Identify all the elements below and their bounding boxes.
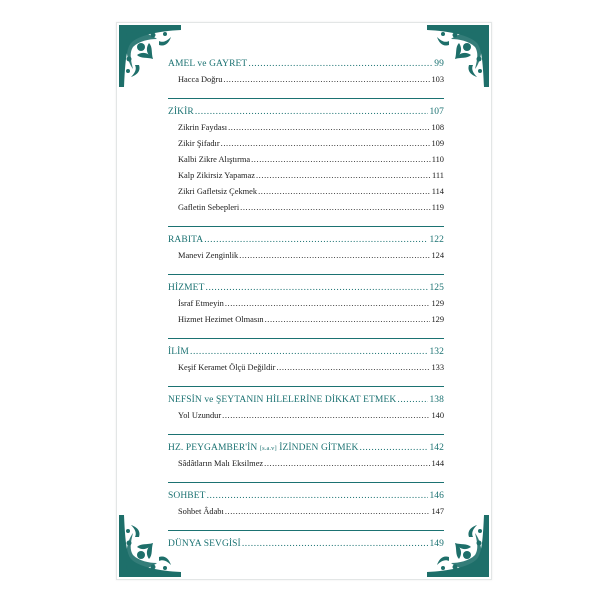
toc-entry-title: Zikir Şifadır: [178, 139, 220, 148]
toc-heading-title-honorific: [s.a.v]: [259, 445, 277, 452]
toc-entry-page: 129: [431, 299, 444, 308]
leader-dots: [242, 540, 429, 550]
toc-entry[interactable]: [168, 171, 444, 187]
toc-entry[interactable]: [168, 299, 444, 315]
toc-entry[interactable]: [168, 187, 444, 203]
toc-heading-title: İLİM: [168, 347, 189, 357]
leader-dots: [248, 60, 433, 70]
toc-heading-title: NEFSİN ve ŞEYTANIN HİLELERİNE DİKKAT ETMEK: [168, 395, 397, 405]
toc-heading[interactable]: [168, 347, 444, 363]
toc-entry[interactable]: [168, 155, 444, 171]
leader-dots: [256, 172, 431, 180]
toc-heading[interactable]: [168, 443, 444, 459]
toc-entry-page: 109: [431, 139, 444, 148]
toc-entry-page: 119: [431, 203, 444, 212]
toc-section: [168, 347, 444, 379]
toc-heading[interactable]: [168, 491, 444, 507]
toc-entry-title: Sâdâtların Malı Eksilmez: [178, 459, 264, 468]
toc-entry[interactable]: [168, 251, 444, 267]
toc-heading-page: 107: [429, 107, 444, 117]
toc-heading[interactable]: [168, 395, 444, 411]
leader-dots: [265, 316, 431, 324]
toc-heading-page: 122: [429, 235, 444, 245]
toc-entry-page: 108: [431, 123, 444, 132]
toc-section: [168, 395, 444, 427]
section-divider: [168, 226, 444, 227]
leader-dots: [251, 156, 431, 164]
toc-entry[interactable]: [168, 75, 444, 91]
toc-entry-page: 133: [431, 363, 444, 372]
leader-dots: [276, 364, 430, 372]
leader-dots: [264, 460, 430, 468]
section-divider: [168, 482, 444, 483]
toc-entry[interactable]: [168, 123, 444, 139]
leader-dots: [205, 284, 428, 294]
book-page: [116, 22, 492, 580]
leader-dots: [195, 108, 429, 118]
toc-entry-page: 144: [431, 459, 444, 468]
toc-section: [168, 59, 444, 91]
toc-heading[interactable]: [168, 107, 444, 123]
leader-dots: [240, 204, 431, 212]
toc-heading-page: 138: [429, 395, 444, 405]
toc-entry-title: Zikri Gafletsiz Çekmek: [178, 187, 258, 196]
toc-entry[interactable]: [168, 315, 444, 331]
leader-dots: [359, 444, 428, 454]
leader-dots: [239, 252, 430, 260]
toc-heading-page: 99: [434, 59, 444, 69]
toc-heading-title: SOHBET: [168, 491, 206, 501]
toc-heading[interactable]: [168, 59, 444, 75]
toc-entry-page: 129: [431, 315, 444, 324]
section-divider: [168, 434, 444, 435]
toc-entry-page: 124: [431, 251, 444, 260]
leader-dots: [258, 188, 431, 196]
leader-dots: [225, 300, 431, 308]
toc-heading[interactable]: [168, 283, 444, 299]
toc-entry[interactable]: [168, 507, 444, 523]
section-divider: [168, 386, 444, 387]
toc-heading-title: [168, 443, 358, 453]
toc-entry-page: 111: [432, 171, 444, 180]
toc-entry-title: Hizmet Hezimet Olmasın: [178, 315, 264, 324]
toc-heading-title: AMEL ve GAYRET: [168, 59, 248, 69]
toc-entry-title: Kalp Zikirsiz Yapamaz: [178, 171, 255, 180]
toc-heading-page: 146: [429, 491, 444, 501]
toc-entry[interactable]: [168, 363, 444, 379]
toc-section: [168, 235, 444, 267]
toc-entry-page: 140: [431, 411, 444, 420]
toc-entry[interactable]: [168, 203, 444, 219]
section-divider: [168, 338, 444, 339]
toc-entry-page: 114: [431, 187, 444, 196]
toc-heading[interactable]: [168, 539, 444, 555]
toc-entry-title: Zikrin Faydası: [178, 123, 228, 132]
leader-dots: [207, 492, 429, 502]
toc-heading-title: RABITA: [168, 235, 204, 245]
leader-dots: [397, 396, 428, 406]
toc-heading-title-part: HZ. PEYGAMBER'İN: [168, 443, 260, 453]
toc-heading-page: 142: [429, 443, 444, 453]
leader-dots: [222, 412, 430, 420]
toc-entry-title: Kalbi Zikre Alıştırma: [178, 155, 251, 164]
leader-dots: [228, 124, 430, 132]
toc-heading-title: DÜNYA SEVGİSİ: [168, 539, 241, 549]
toc-heading-title: ZİKİR: [168, 107, 194, 117]
toc-heading[interactable]: [168, 235, 444, 251]
toc-heading-title: HİZMET: [168, 283, 205, 293]
toc-entry[interactable]: [168, 411, 444, 427]
toc-entry-page: 147: [431, 507, 444, 516]
leader-dots: [190, 348, 428, 358]
toc-entry-page: 103: [431, 75, 444, 84]
section-divider: [168, 530, 444, 531]
toc-section: [168, 539, 444, 555]
toc-entry-title: Hacca Doğru: [178, 75, 223, 84]
leader-dots: [221, 140, 431, 148]
toc-entry-title: Manevi Zenginlik: [178, 251, 239, 260]
toc-entry-title: Sohbet Âdabı: [178, 507, 224, 516]
toc-entry-page: 110: [431, 155, 444, 164]
toc-section: [168, 107, 444, 219]
toc-section: [168, 283, 444, 331]
section-divider: [168, 274, 444, 275]
toc-entry[interactable]: [168, 459, 444, 475]
toc-heading-page: 149: [429, 539, 444, 549]
toc-entry-title: Keşif Keramet Ölçü Değildir: [178, 363, 276, 372]
leader-dots: [225, 508, 431, 516]
toc-heading-page: 125: [429, 283, 444, 293]
leader-dots: [204, 236, 428, 246]
table-of-contents: [168, 59, 444, 561]
toc-entry-title: Gafletin Sebepleri: [178, 203, 240, 212]
section-divider: [168, 98, 444, 99]
toc-entry[interactable]: [168, 139, 444, 155]
toc-section: [168, 443, 444, 475]
toc-entry-title: Yol Uzundur: [178, 411, 222, 420]
toc-heading-title-part: İZİNDEN GİTMEK: [276, 443, 359, 453]
toc-heading-page: 132: [429, 347, 444, 357]
toc-section: [168, 491, 444, 523]
toc-entry-title: İsraf Etmeyin: [178, 299, 224, 308]
leader-dots: [223, 76, 430, 84]
